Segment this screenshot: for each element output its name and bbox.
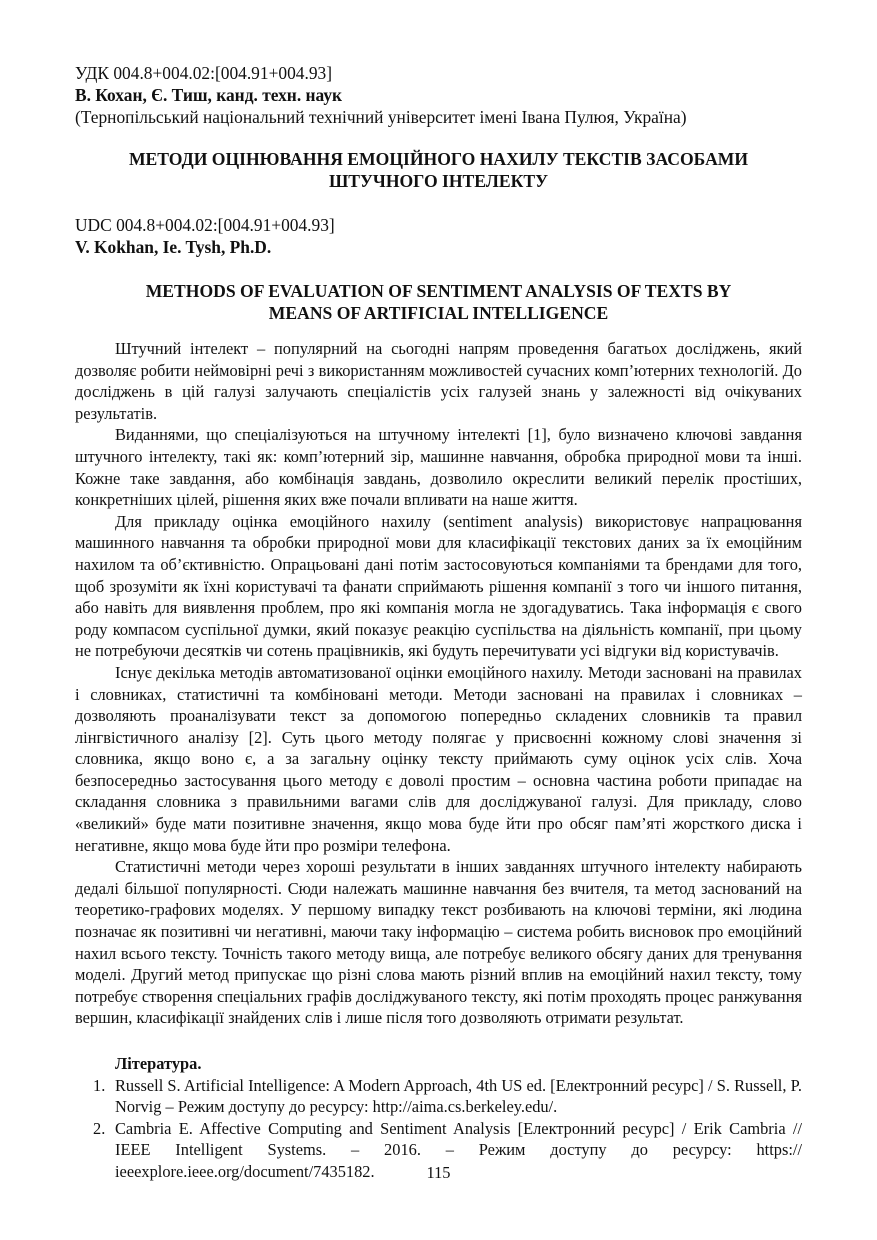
reference-number: 2. [93,1118,106,1138]
udc-en: UDC 004.8+004.02:[004.91+004.93] [75,215,335,235]
paragraph: Для прикладу оцінка емоційного нахилу (sentiment analysis) використовує напрацювання машинного навчання та обробки природної мови для класифікації текстових даних за їх емоційним нахилом та об’єктивністю. Опрацьовані дані потім застосовуються компаніями та брендами для того, щоб зрозуміти як їхні користувачі та фанати сприймають рішення компанії з того чи іншого питання, або навіть для виявлення проблем, про які компанія могла не здогадуватись. Така інформація є свого роду компасом суспільної думки, який показує реакцію суспільства на діяльність компанії, при цьому не потребуючи десятків чи сотень працівників, які будуть перечитувати усі відгуки від користувачів. [75,511,802,661]
title-ua-line1: МЕТОДИ ОЦІНЮВАННЯ ЕМОЦІЙНОГО НАХИЛУ ТЕКСТІВ ЗАСОБАМИ [128,149,749,169]
reference-text: Cambria E. Affective Computing and Sentiment Analysis [Електронний ресурс] / Erik Cambria // IEEE Intelligent Systems. – 2016. – Режим доступу до ресурсу: https:// ieeexplore.ieee.org/document/7435182. [115,1118,802,1181]
article-body [75,338,802,1029]
title-en-line2: MEANS OF ARTIFICIAL INTELLIGENCE [268,303,609,323]
authors-ua: В. Кохан, Є. Тиш, канд. техн. наук [75,85,343,105]
paper-page [75,62,802,1183]
reference-text: Russell S. Artificial Intelligence: A Modern Approach, 4th US ed. [Електронний ресурс] / S. Russell, P. Norvig – Режим доступу до ресурсу: http://aima.cs.berkeley.edu/. [115,1075,802,1117]
title-ua [75,148,802,192]
paragraph: Статистичні методи через хороші результати в інших завданнях штучного інтелекту набирають дедалі більшої популярності. Сюди належать машинне навчання без вчителя, та метод заснований на теоретико-графових моделях. У першому випадку текст розбивають на ключові терміни, які людина позначає як позитивні чи негативні, маючи таку інформацію – система робить висновок про емоційний нахил всього тексту. Точність такого методу вища, але потребує великого обсягу даних для тренування моделі. Другий метод припускає що різні слова мають різний вплив на емоційний нахил тексту, тому потребує створення спеціальних графів досліджуваного тексту, які потім проходять процес ранжування вершин, класифікації знайдених слів і лише після того дозволяють отримати результат. [75,857,802,1028]
paragraph: Штучний інтелект – популярний на сьогодні напрям проведення багатьох досліджень, який дозволяє робити неймовірні речі з використанням можливостей сучасних комп’ютерних технологій. До досліджень в цій галузі залучають спеціалістів усіх галузей знань у залежності від очікуваних результатів. [75,339,802,423]
affiliation-ua: (Тернопільський національний технічний університет імені Івана Пулюя, Україна) [75,107,687,127]
udc-ua: УДК 004.8+004.02:[004.91+004.93] [75,63,332,83]
references-heading: Література. [115,1054,202,1073]
title-en-line1: METHODS OF EVALUATION OF SENTIMENT ANALYSIS OF TEXTS BY [145,281,732,301]
title-en [75,280,802,324]
paragraph: Виданнями, що спеціалізуються на штучному інтелекті [1], було визначено ключові завдання штучного інтелекту, такі як: комп’ютерний зір, машинне навчання, обробка природної мови та інші. Кожне таке завдання, або комбінація завдань, дозволило окреслити великий перелік простіших, конкретніших цілей, рішення яких вже почали впливати на наше життя. [75,425,802,510]
title-ua-line2: ШТУЧНОГО ІНТЕЛЕКТУ [328,171,549,191]
authors-en: V. Kokhan, Ie. Tysh, Ph.D. [75,237,272,257]
reference-item [75,1075,802,1118]
page-number: 115 [426,1163,451,1182]
reference-number: 1. [93,1075,106,1095]
paragraph: Існує декілька методів автоматизованої оцінки емоційного нахилу. Методи засновані на правилах і словниках, статистичні та комбіновані методи. Методи засновані на правилах і словниках – дозволяють проаналізувати текст за допомогою попередньо складених словників та правил лінгвістичного аналізу [2]. Суть цього методу полягає у присвоєнні кожному слові значення зі словника, якщо воно є, а за загальну оцінку тексту приймають суму оцінок усіх слів. Хоча безпосередньо застосування цього методу є доволі простим – основна частина роботи припадає на складання словника з правильними вагами слів для досліджуваної галузі. Для прикладу, слово «великий» буде мати позитивне значення, якщо мова буде йти про обсяг пам’яті жорсткого диска і негативне, якщо мова буде йти про розміри телефона. [75,662,802,855]
